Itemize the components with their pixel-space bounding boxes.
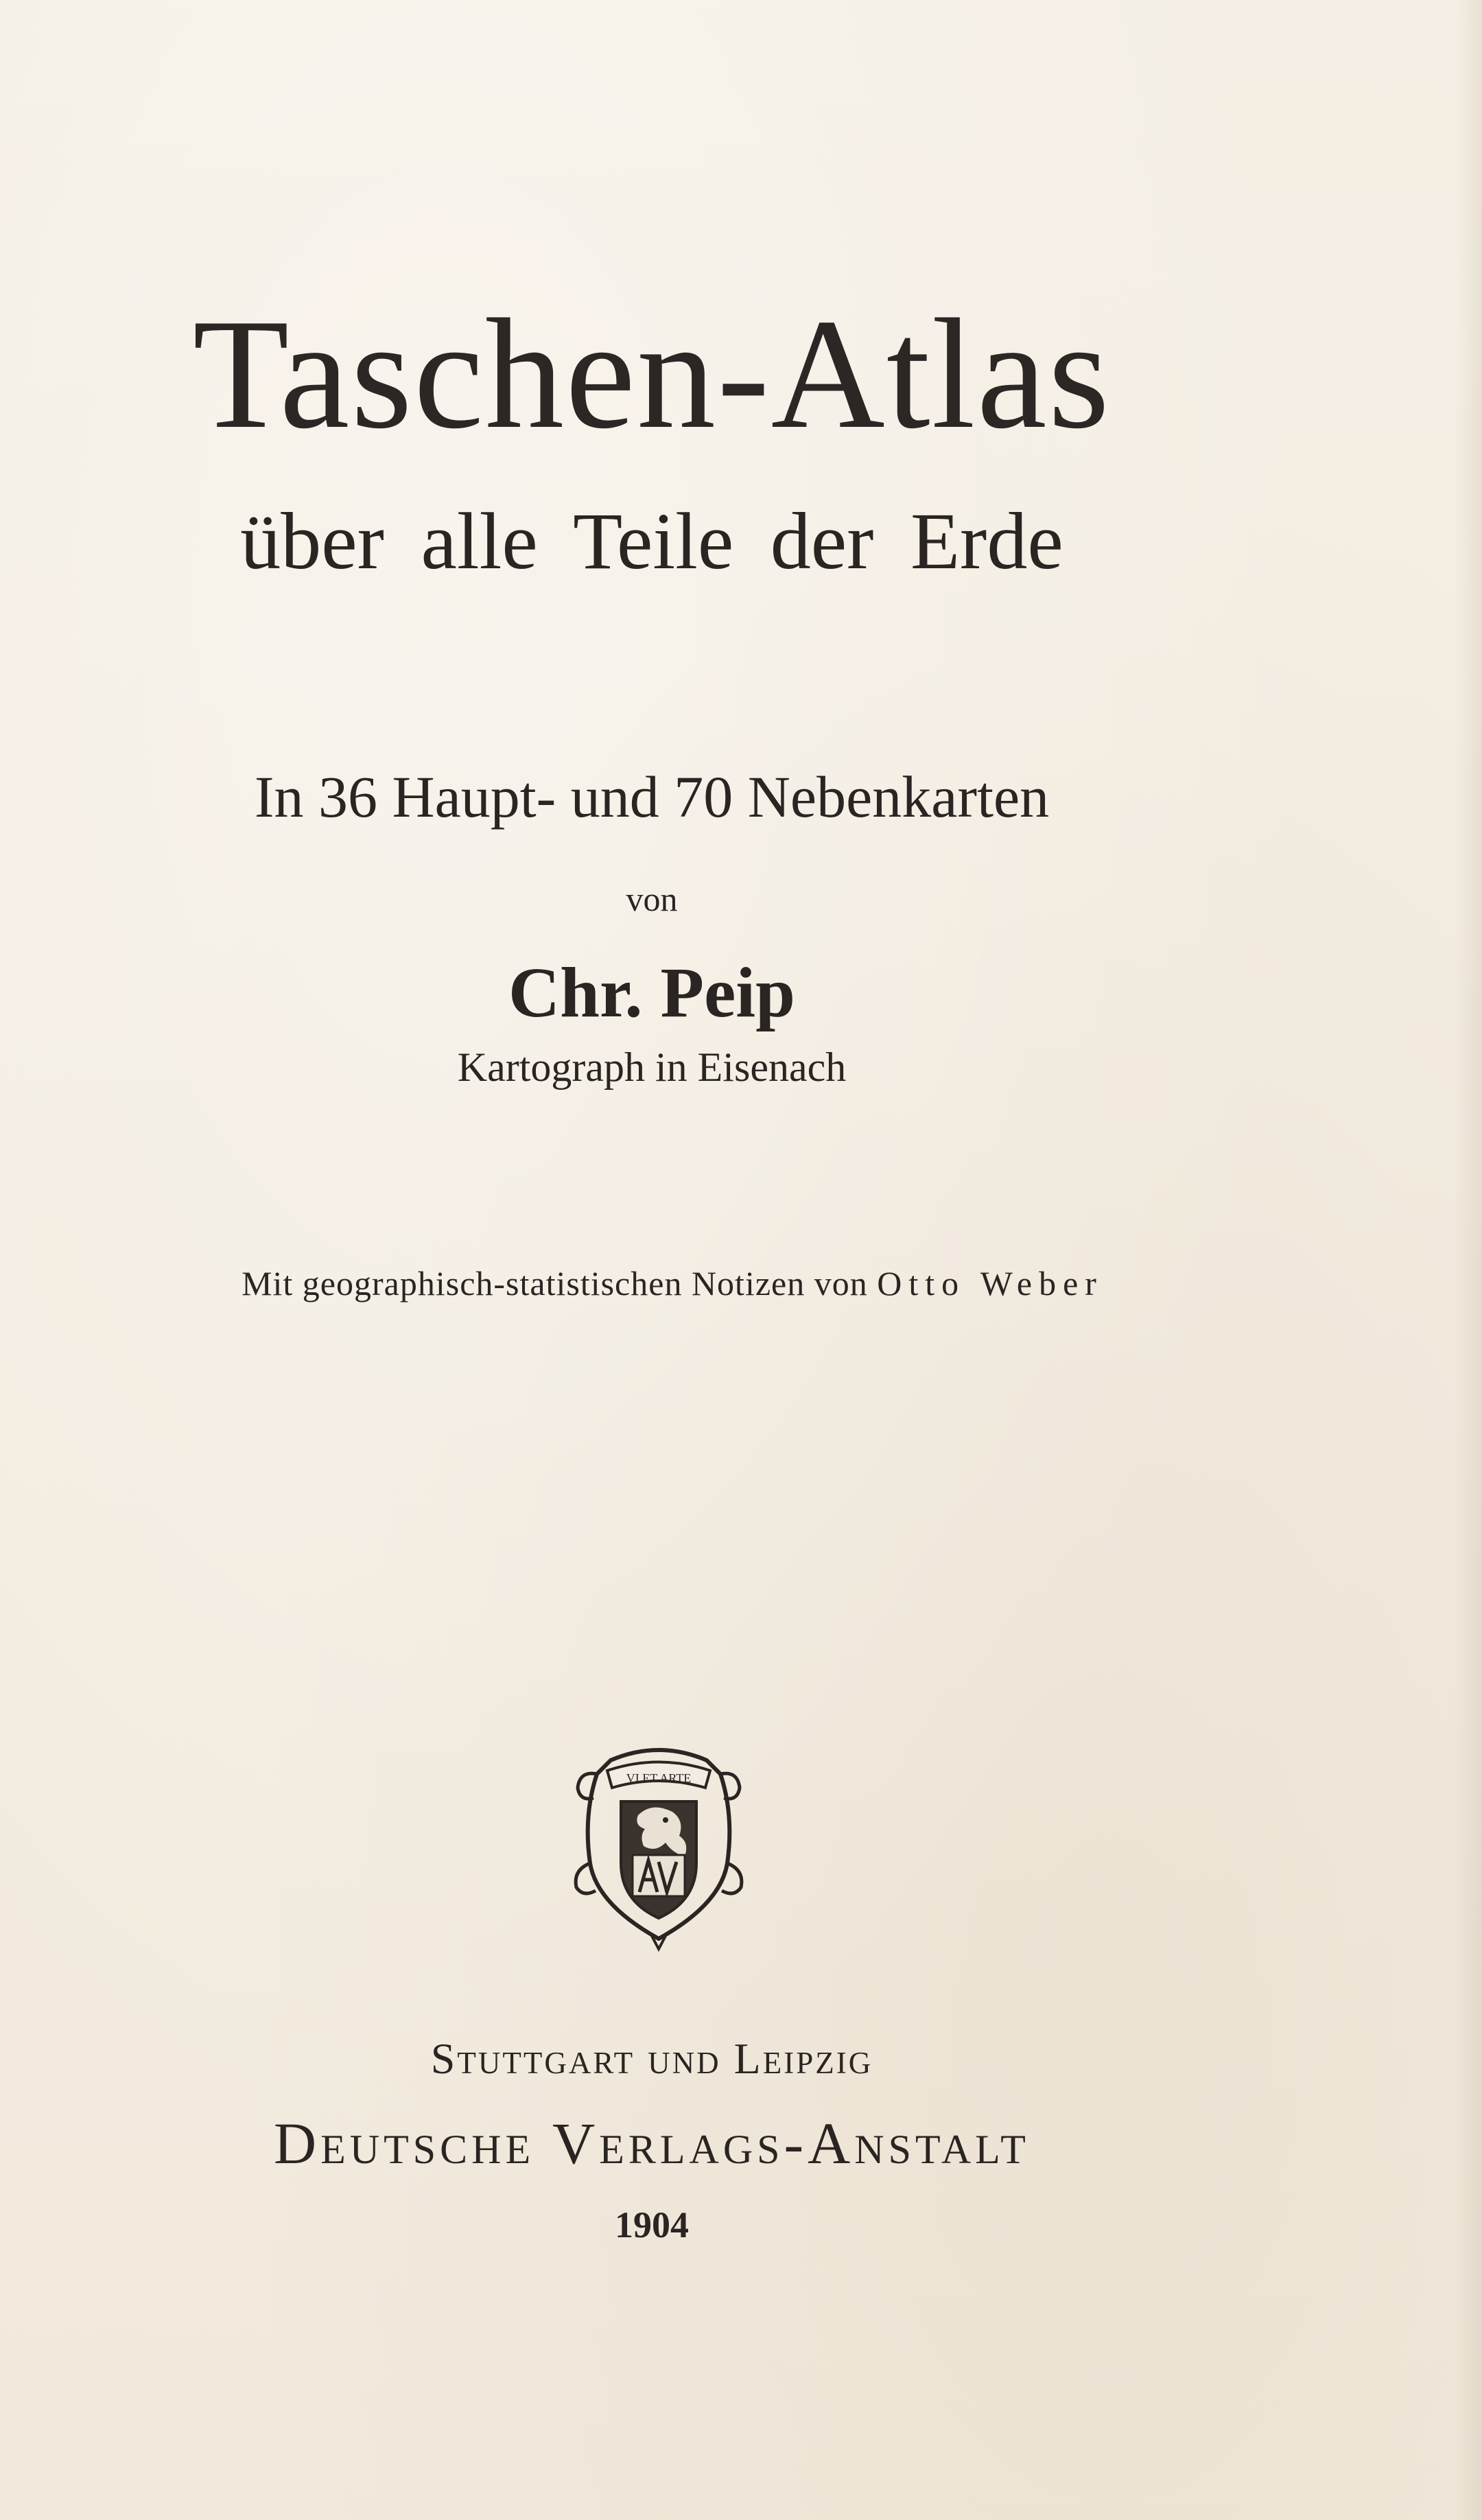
notes-contributor: Otto Weber [877,1264,1103,1303]
notes-prefix: Mit geographisch-statistischen Notizen von [242,1264,868,1303]
notes-line [41,1264,1304,1303]
book-subtitle: über alle Teile der Erde [240,496,1063,586]
author-role: Kartograph in Eisenach [457,1045,847,1090]
publisher-emblem-icon [563,1733,755,1952]
emblem-motto: VI ET ARTE [626,1771,692,1785]
publication-year: 1904 [615,2204,689,2245]
publication-place: Stuttgart und Leipzig [430,2034,873,2083]
by-label: von [626,880,678,918]
maps-count-line: In 36 Haupt- und 70 Nebenkarten [254,764,1050,830]
publisher-name: Deutsche Verlags-Anstalt [274,2110,1030,2176]
page-edge-shadow [1455,0,1482,2520]
author-name: Chr. Peip [508,953,795,1032]
book-title: Taschen-Atlas [192,286,1112,461]
